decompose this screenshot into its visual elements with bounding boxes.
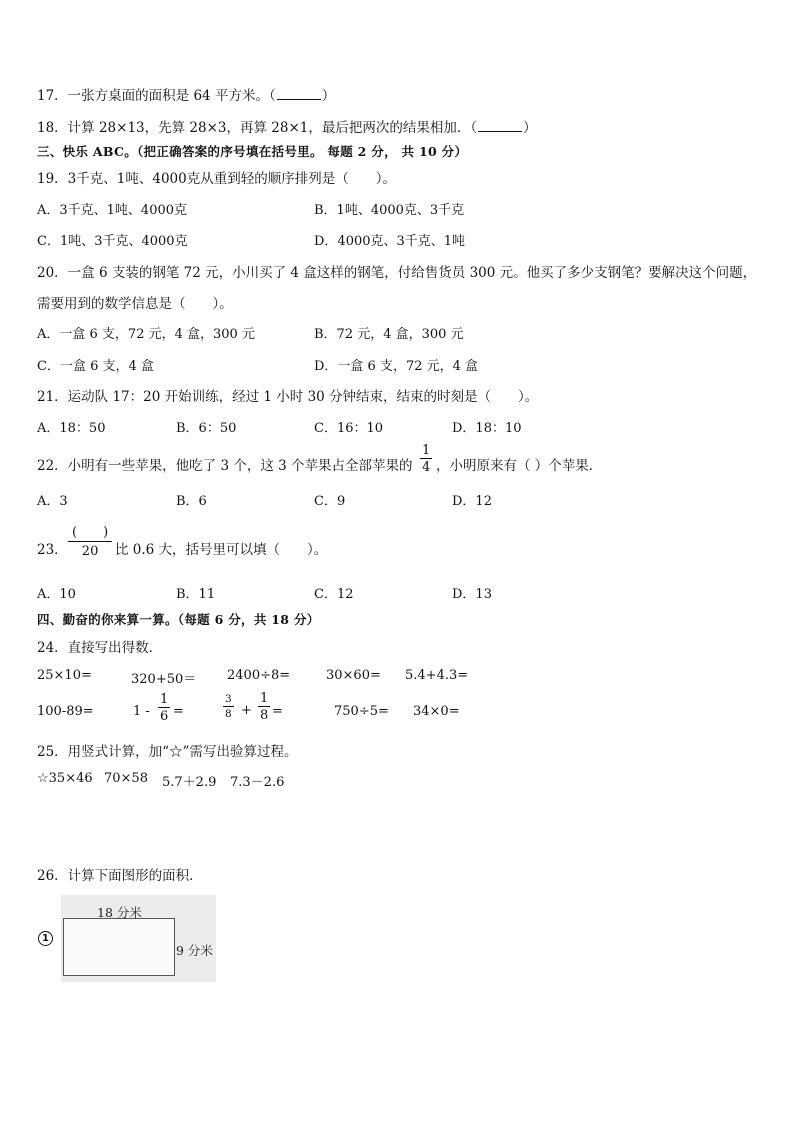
calc-item: 30×60= [326, 668, 381, 683]
question-19-option-b[interactable]: B．1吨、4000克、3千克 [314, 203, 465, 218]
question-21-option-a[interactable]: A．18：50 [37, 421, 106, 436]
calc-item: 5.4+4.3= [405, 668, 469, 683]
question-23-fraction [68, 526, 112, 558]
plus-sign: + [241, 703, 252, 718]
question-22-option-b[interactable]: B．6 [176, 494, 207, 509]
fraction-denominator: 20 [81, 544, 99, 559]
calc-item: 100-89= [37, 704, 94, 719]
vertical-calc-item: ☆35×46 [37, 771, 93, 786]
rectangle-top-length-label: 18 分米 [97, 905, 142, 920]
vertical-calc-item: 7.3－2.6 [230, 775, 285, 790]
question-18-text: 18．计算 28×13，先算 28×3，再算 28×1，最后把两次的结果相加．（ [37, 120, 478, 136]
fraction-numerator: 1 [260, 691, 269, 706]
equals-sign: = [272, 704, 283, 719]
question-19-option-a[interactable]: A．3千克、1吨、4000克 [37, 203, 188, 218]
question-20-line-1: 20．一盒 6 支装的钢笔 72 元，小川买了 4 盒这样的钢笔，付给售货员 300 元。他买了多少支钢笔？要解决这个问题， [37, 265, 757, 281]
question-22-option-c[interactable]: C．9 [314, 494, 346, 509]
question-20-option-c[interactable]: C．一盒 6 支，4 盒 [37, 359, 154, 374]
question-25-title: 25．用竖式计算，加“☆”需写出验算过程。 [37, 744, 298, 760]
close-paren: ） [321, 88, 336, 104]
question-19-option-d[interactable]: D．4000克、3千克、1吨 [314, 234, 466, 249]
rectangle-figure [63, 918, 175, 976]
question-19-text: 19．3千克、1吨、4000克从重到轻的顺序排列是（ ）。 [37, 171, 396, 187]
question-22-text-post: ，小明原来有（ ）个苹果． [436, 458, 603, 474]
question-23-option-d[interactable]: D．13 [452, 587, 492, 602]
fraction-denominator: 8 [225, 707, 232, 720]
answer-blank[interactable] [478, 121, 522, 132]
question-24-title: 24．直接写出得数． [37, 640, 163, 656]
close-paren: ） [523, 120, 537, 136]
section-4-heading: 四、勤奋的你来算一算。（每题 6 分，共 18 分） [37, 612, 320, 627]
fraction-denominator: 4 [422, 460, 431, 475]
fraction-numerator: 1 [422, 443, 431, 458]
question-20-option-d[interactable]: D．一盒 6 支，72 元，4 盒 [314, 359, 479, 374]
calc-fraction [223, 694, 234, 719]
fraction-numerator: 1 [160, 692, 169, 707]
question-20-option-b[interactable]: B．72 元，4 盒，300 元 [314, 327, 464, 342]
question-23-option-a[interactable]: A．10 [37, 587, 76, 602]
question-26-title: 26．计算下面图形的面积． [37, 868, 203, 884]
question-22-text-pre: 22．小明有一些苹果，他吃了 3 个，这 3 个苹果占全部苹果的 [37, 458, 413, 474]
fraction-numerator: 3 [225, 693, 232, 705]
rectangle-side-width-label: 9 分米 [176, 943, 213, 958]
question-22-fraction [420, 444, 432, 474]
question-23-option-b[interactable]: B．11 [176, 587, 216, 602]
answer-blank[interactable] [277, 89, 321, 100]
question-20-line-2: 需要用到的数学信息是（ ）。 [37, 296, 233, 312]
question-22-option-d[interactable]: D．12 [452, 494, 492, 509]
question-20-option-a[interactable]: A．一盒 6 支，72 元，4 盒，300 元 [37, 327, 255, 342]
question-21-option-d[interactable]: D．18：10 [452, 421, 522, 436]
calc-fraction [258, 692, 270, 722]
question-21-text: 21．运动队 17：20 开始训练，经过 1 小时 30 分钟结束，结束的时刻是（ ）。 [37, 389, 539, 405]
question-23-number: 23． [37, 542, 68, 558]
question-18 [37, 116, 537, 136]
calc-item: 320+50＝ [131, 672, 197, 687]
calc-item-pre: 1 - [133, 704, 150, 719]
fraction-denominator: 8 [260, 708, 269, 723]
fraction-numerator-blank[interactable]: ( ) [68, 526, 112, 542]
question-21-option-c[interactable]: C．16：10 [314, 421, 384, 436]
question-21-option-b[interactable]: B．6：50 [176, 421, 237, 436]
calc-item: 34×0= [413, 704, 460, 719]
vertical-calc-item: 70×58 [104, 771, 148, 786]
vertical-calc-item: 5.7＋2.9 [162, 775, 217, 790]
question-17-text: 17．一张方桌面的面积是 64 平方米。（ [37, 88, 276, 104]
circled-number-marker: 1 [38, 931, 53, 946]
section-3-heading: 三、快乐 ABC。（把正确答案的序号填在括号里。 每题 2 分， 共 10 分） [37, 144, 468, 159]
equals-sign: = [173, 704, 184, 719]
calc-item: 25×10= [37, 668, 92, 683]
calc-item: 2400÷8= [227, 668, 291, 683]
question-23-option-c[interactable]: C．12 [314, 587, 354, 602]
question-23-text-post: 比 0.6 大，括号里可以填（ ）。 [115, 542, 328, 558]
question-22-option-a[interactable]: A．3 [37, 494, 68, 509]
question-17 [37, 84, 335, 104]
calc-item: 750÷5= [334, 704, 389, 719]
calc-fraction [158, 693, 170, 723]
fraction-denominator: 6 [160, 709, 169, 724]
question-19-option-c[interactable]: C．1吨、3千克、4000克 [37, 234, 188, 249]
